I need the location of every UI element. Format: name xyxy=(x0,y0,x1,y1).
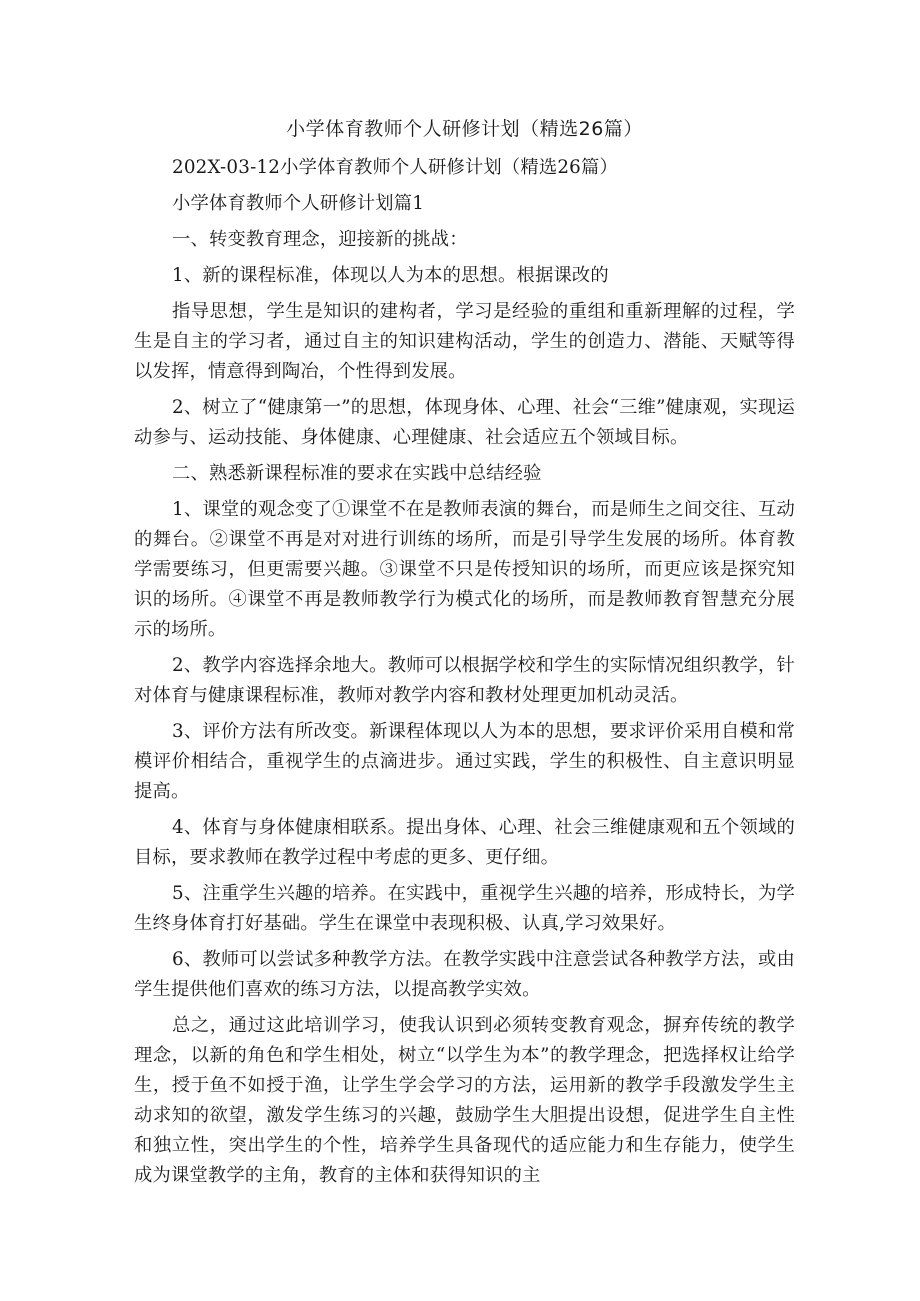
section-title: 小学体育教师个人研修计划篇1 xyxy=(172,193,425,214)
item-2: 2、教学内容选择余地大。教师可以根据学校和学生的实际情况组织教学，针对体育与健康课程标准，教师对教学内容和教材处理更加机动灵活。 xyxy=(134,655,795,706)
document-title: 小学体育教师个人研修计划（精选26篇） xyxy=(286,118,643,140)
item-5: 5、注重学生兴趣的培养。在实践中，重视学生兴趣的培养，形成特长，为学生终身体育打好基础。学生在课堂中表现积极、认真,学习效果好。 xyxy=(134,883,795,934)
item-1: 1、课堂的观念变了①课堂不在是教师表演的舞台，而是师生之间交往、互动的舞台。②课堂不再是对对进行训练的场所，而是引导学生发展的场所。体育教学需要练习，但更需要兴趣。③课堂不只是传授知识的场所，而更应该是探究知识的场所。④课堂不再是教师教学行为模式化的场所，而是教师教育智慧充分展示的场所。 xyxy=(134,499,795,640)
summary-paragraph: 总之，通过这此培训学习，使我认识到必须转变教育观念，摒弃传统的教学理念，以新的角色和学生相处，树立“以学生为本”的教学理念，把选择权让给学生，授于鱼不如授于渔，让学生学会学习的方法，运用新的教学手段激发学生主动求知的欲望，激发学生练习的兴趣，鼓励学生大胆提出设想，促进学生自主性和独立性，突出学生的个性，培养学生具备现代的适应能力和生存能力，使学生成为课堂教学的主角，教育的主体和获得知识的主 xyxy=(134,1015,795,1186)
heading-1: 一、转变教育理念，迎接新的挑战： xyxy=(172,229,468,250)
point-1-body: 指导思想，学生是知识的建构者，学习是经验的重组和重新理解的过程，学生是自主的学习者，通过自主的知识建构活动，学生的创造力、潜能、天赋等得以发挥，情意得到陶冶，个性得到发展。 xyxy=(134,301,795,382)
point-1-lead: 1、新的课程标准，体现以人为本的思想。根据课改的 xyxy=(172,265,609,286)
heading-2: 二、熟悉新课程标准的要求在实践中总结经验 xyxy=(172,463,542,484)
document-date-line: 202X-03-12小学体育教师个人研修计划（精选26篇） xyxy=(172,157,618,178)
item-6: 6、教师可以尝试多种教学方法。在教学实践中注意尝试各种教学方法，或由学生提供他们喜欢的练习方法，以提高教学实效。 xyxy=(134,949,795,1000)
item-3: 3、评价方法有所改变。新课程体现以人为本的思想，要求评价采用自模和常模评价相结合，重视学生的点滴进步。通过实践，学生的积极性、自主意识明显提高。 xyxy=(134,721,795,802)
item-4: 4、体育与身体健康相联系。提出身体、心理、社会三维健康观和五个领域的目标，要求教师在教学过程中考虑的更多、更仔细。 xyxy=(134,817,795,868)
point-2: 2、树立了“健康第一”的思想，体现身体、心理、社会“三维”健康观，实现运动参与、运动技能、身体健康、心理健康、社会适应五个领域目标。 xyxy=(134,397,795,448)
